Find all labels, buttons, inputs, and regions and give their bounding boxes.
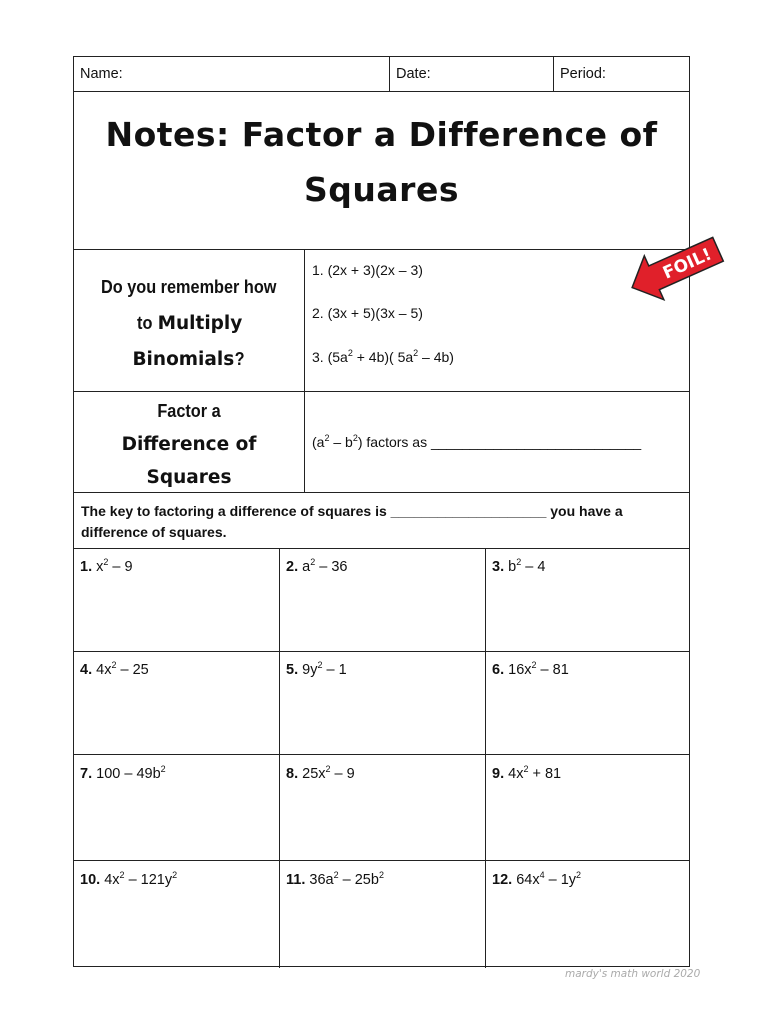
problem-exponent: 2 bbox=[378, 870, 384, 880]
problem-exponent: 2 bbox=[111, 660, 117, 670]
divider-grid-2 bbox=[485, 548, 486, 968]
rule-row2 bbox=[74, 754, 689, 755]
remember-heading bbox=[74, 270, 304, 378]
problem-part: – 9 bbox=[108, 559, 133, 575]
problem-part: 25x bbox=[302, 766, 326, 782]
problem-exponent: 2 bbox=[576, 870, 582, 880]
foil-item-3: 3. $(5a^2 + 4b)$( $5a^2 - 4b$) bbox=[312, 348, 454, 365]
problem-part: – 81 bbox=[536, 662, 569, 678]
problem-part: 36a bbox=[309, 872, 334, 888]
problem-8 bbox=[286, 766, 355, 782]
problem-part: – 9 bbox=[330, 766, 355, 782]
remember-binomials: Binomials bbox=[132, 349, 235, 370]
problem-exponent: 2 bbox=[103, 557, 109, 567]
factor-line-3: Squares bbox=[146, 467, 232, 488]
problem-number: 10. bbox=[80, 872, 101, 888]
key-statement: The key to factoring a difference of squares is ____________________ you have a difference of squares. bbox=[81, 503, 623, 540]
period-field-label: Period: bbox=[560, 66, 606, 82]
footer-credit: mardy's math world 2020 bbox=[565, 968, 701, 980]
remember-to: to bbox=[136, 312, 153, 333]
divider-date-period bbox=[553, 57, 554, 91]
name-field-label: Name: bbox=[80, 66, 123, 82]
problem-exponent: 2 bbox=[160, 764, 166, 774]
rule-key bbox=[74, 548, 689, 549]
problem-6 bbox=[492, 662, 569, 678]
remember-multiply: Multiply bbox=[157, 313, 243, 334]
problem-exponent: 2 bbox=[172, 870, 178, 880]
problem-part: 4x bbox=[96, 662, 112, 678]
problem-part: – 1 bbox=[322, 662, 347, 678]
factor-rule-text: $(a^2 - b^2)$ factors as ___________________________ bbox=[312, 433, 642, 450]
foil-arrow-callout bbox=[624, 228, 728, 308]
problem-exponent: 2 bbox=[325, 764, 331, 774]
problem-number: 5. bbox=[286, 662, 299, 678]
problem-number: 11. bbox=[286, 872, 306, 888]
worksheet bbox=[73, 56, 690, 967]
problem-exponent: 2 bbox=[119, 870, 125, 880]
remember-question-mark: ? bbox=[234, 348, 245, 369]
problem-number: 9. bbox=[492, 766, 505, 782]
problem-number: 2. bbox=[286, 559, 299, 575]
divider-name-date bbox=[389, 57, 390, 91]
problem-7 bbox=[80, 766, 166, 782]
problem-number: 12. bbox=[492, 872, 513, 888]
problem-number: 3. bbox=[492, 559, 505, 575]
rule-title bbox=[74, 249, 689, 250]
problem-exponent: 2 bbox=[333, 870, 339, 880]
problem-1 bbox=[80, 559, 133, 575]
problem-number: 8. bbox=[286, 766, 299, 782]
rule-row1 bbox=[74, 651, 689, 652]
problem-exponent: 2 bbox=[317, 660, 323, 670]
problem-exponent: 2 bbox=[523, 764, 529, 774]
problem-part: x bbox=[96, 559, 104, 575]
divider-left-column bbox=[304, 249, 305, 492]
problem-part: 64x bbox=[516, 872, 540, 888]
problem-4 bbox=[80, 662, 149, 678]
problem-part: 100 – 49b bbox=[96, 766, 161, 782]
problem-part: 4x bbox=[508, 766, 524, 782]
problem-part: a bbox=[302, 559, 311, 575]
problem-2 bbox=[286, 559, 347, 575]
rule-row3 bbox=[74, 860, 689, 861]
factor-line-2: Difference of bbox=[121, 434, 257, 455]
remember-line-1: Do you remember how bbox=[101, 276, 277, 297]
problem-11 bbox=[286, 872, 384, 888]
problem-part: + 81 bbox=[528, 766, 562, 782]
problem-part: – 4 bbox=[521, 559, 546, 575]
foil-item-2: 2. (3x + 5)(3x – 5) bbox=[312, 305, 423, 321]
problem-part: b bbox=[508, 559, 517, 575]
problem-number: 1. bbox=[80, 559, 93, 575]
problem-part: – 25 bbox=[116, 662, 149, 678]
rule-remember bbox=[74, 391, 689, 392]
divider-grid-1 bbox=[279, 548, 280, 968]
title-line-1: Notes: Factor a Difference of bbox=[105, 115, 658, 154]
problem-number: 7. bbox=[80, 766, 93, 782]
problem-3 bbox=[492, 559, 545, 575]
problem-part: 9y bbox=[302, 662, 318, 678]
rule-header bbox=[74, 91, 689, 92]
foil-item-1: 1. (2x + 3)(2x – 3) bbox=[312, 262, 423, 278]
problem-number: 6. bbox=[492, 662, 505, 678]
problem-part: 4x bbox=[104, 872, 120, 888]
problem-exponent: 4 bbox=[539, 870, 545, 880]
page-title bbox=[74, 107, 689, 217]
problem-part: – 25b bbox=[338, 872, 379, 888]
problem-12 bbox=[492, 872, 581, 888]
factor-heading bbox=[74, 395, 304, 495]
problem-part: – 36 bbox=[315, 559, 348, 575]
foil-label: FOIL! bbox=[660, 244, 715, 284]
problem-number: 4. bbox=[80, 662, 93, 678]
date-field-label: Date: bbox=[396, 66, 431, 82]
problem-exponent: 2 bbox=[310, 557, 316, 567]
factor-line-1: Factor a bbox=[157, 400, 221, 421]
problem-part: – 1y bbox=[544, 872, 577, 888]
problem-5 bbox=[286, 662, 347, 678]
problem-9 bbox=[492, 766, 561, 782]
title-line-2: Squares bbox=[304, 170, 459, 209]
problem-10 bbox=[80, 872, 177, 888]
problem-exponent: 2 bbox=[531, 660, 537, 670]
problem-exponent: 2 bbox=[516, 557, 522, 567]
problem-part: 16x bbox=[508, 662, 532, 678]
problem-part: – 121y bbox=[124, 872, 173, 888]
